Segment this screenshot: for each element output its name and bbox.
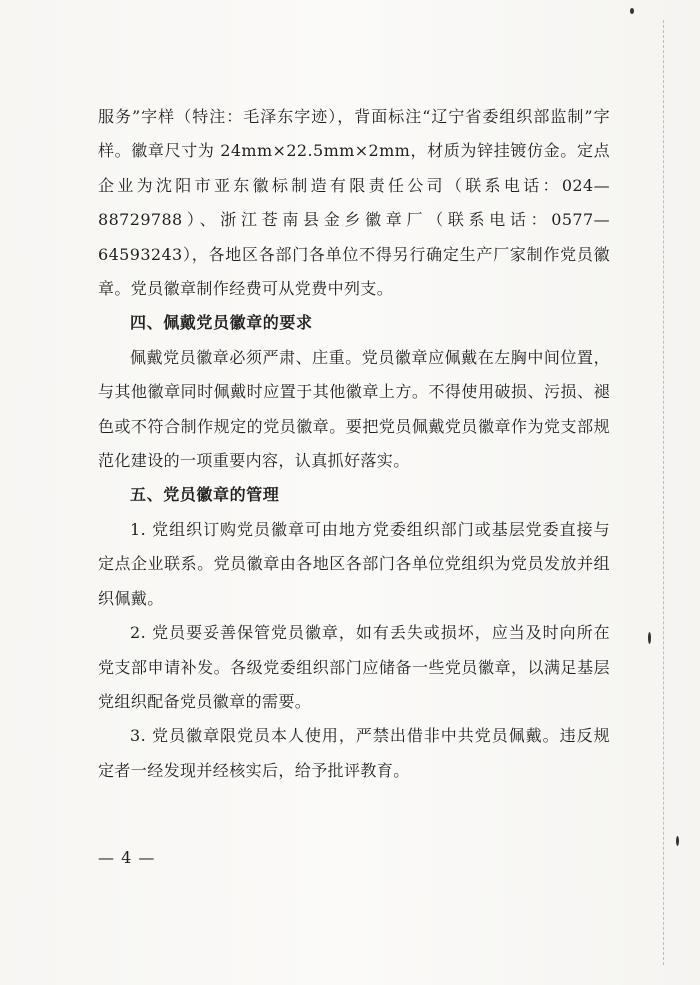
body-paragraph: 服务”字样（特注：毛泽东字迹），背面标注“辽宁省委组织部监制”字样。徽章尺寸为 24mm×22.5mm×2mm，材质为锌挂镀仿金。定点企业为沈阳市亚东徽标制造有限责任公司（联系电话：024—88729788）、浙江苍南县金乡徽章厂（联系电话：0577—64593243），各地区各部门各单位不得另行确定生产厂家制作党员徽章。党员徽章制作经费可从党费中列支。: [98, 107, 610, 299]
scan-speck: [648, 632, 651, 644]
section-heading: 五、党员徽章的管理: [130, 485, 280, 505]
list-item-paragraph: 2. 党员要妥善保管党员徽章，如有丢失或损坏，应当及时向所在党支部申请补发。各级党委组织部门应储备一些党员徽章，以满足基层党组织配备党员徽章的需要。: [98, 623, 610, 711]
list-item-paragraph: 3. 党员徽章限党员本人使用，严禁出借非中共党员佩戴。违反规定者一经发现并经核实后，给予批评教育。: [98, 726, 610, 780]
scan-speck: [630, 8, 634, 14]
scan-edge-line: [662, 20, 664, 965]
document-body: [98, 100, 610, 788]
body-paragraph: 佩戴党员徽章必须严肃、庄重。党员徽章应佩戴在左胸中间位置，与其他徽章同时佩戴时应置于其他徽章上方。不得使用破损、污损、褪色或不符合制作规定的党员徽章。要把党员佩戴党员徽章作为党支部规范化建设的一项重要内容，认真抓好落实。: [98, 347, 610, 471]
section-heading: 四、佩戴党员徽章的要求: [130, 313, 313, 333]
list-item-paragraph: 1. 党组织订购党员徽章可由地方党委组织部门或基层党委直接与定点企业联系。党员徽章由各地区各部门各单位党组织为党员发放并组织佩戴。: [98, 519, 610, 608]
page-number: — 4 —: [98, 848, 156, 867]
scan-speck: [676, 836, 679, 846]
